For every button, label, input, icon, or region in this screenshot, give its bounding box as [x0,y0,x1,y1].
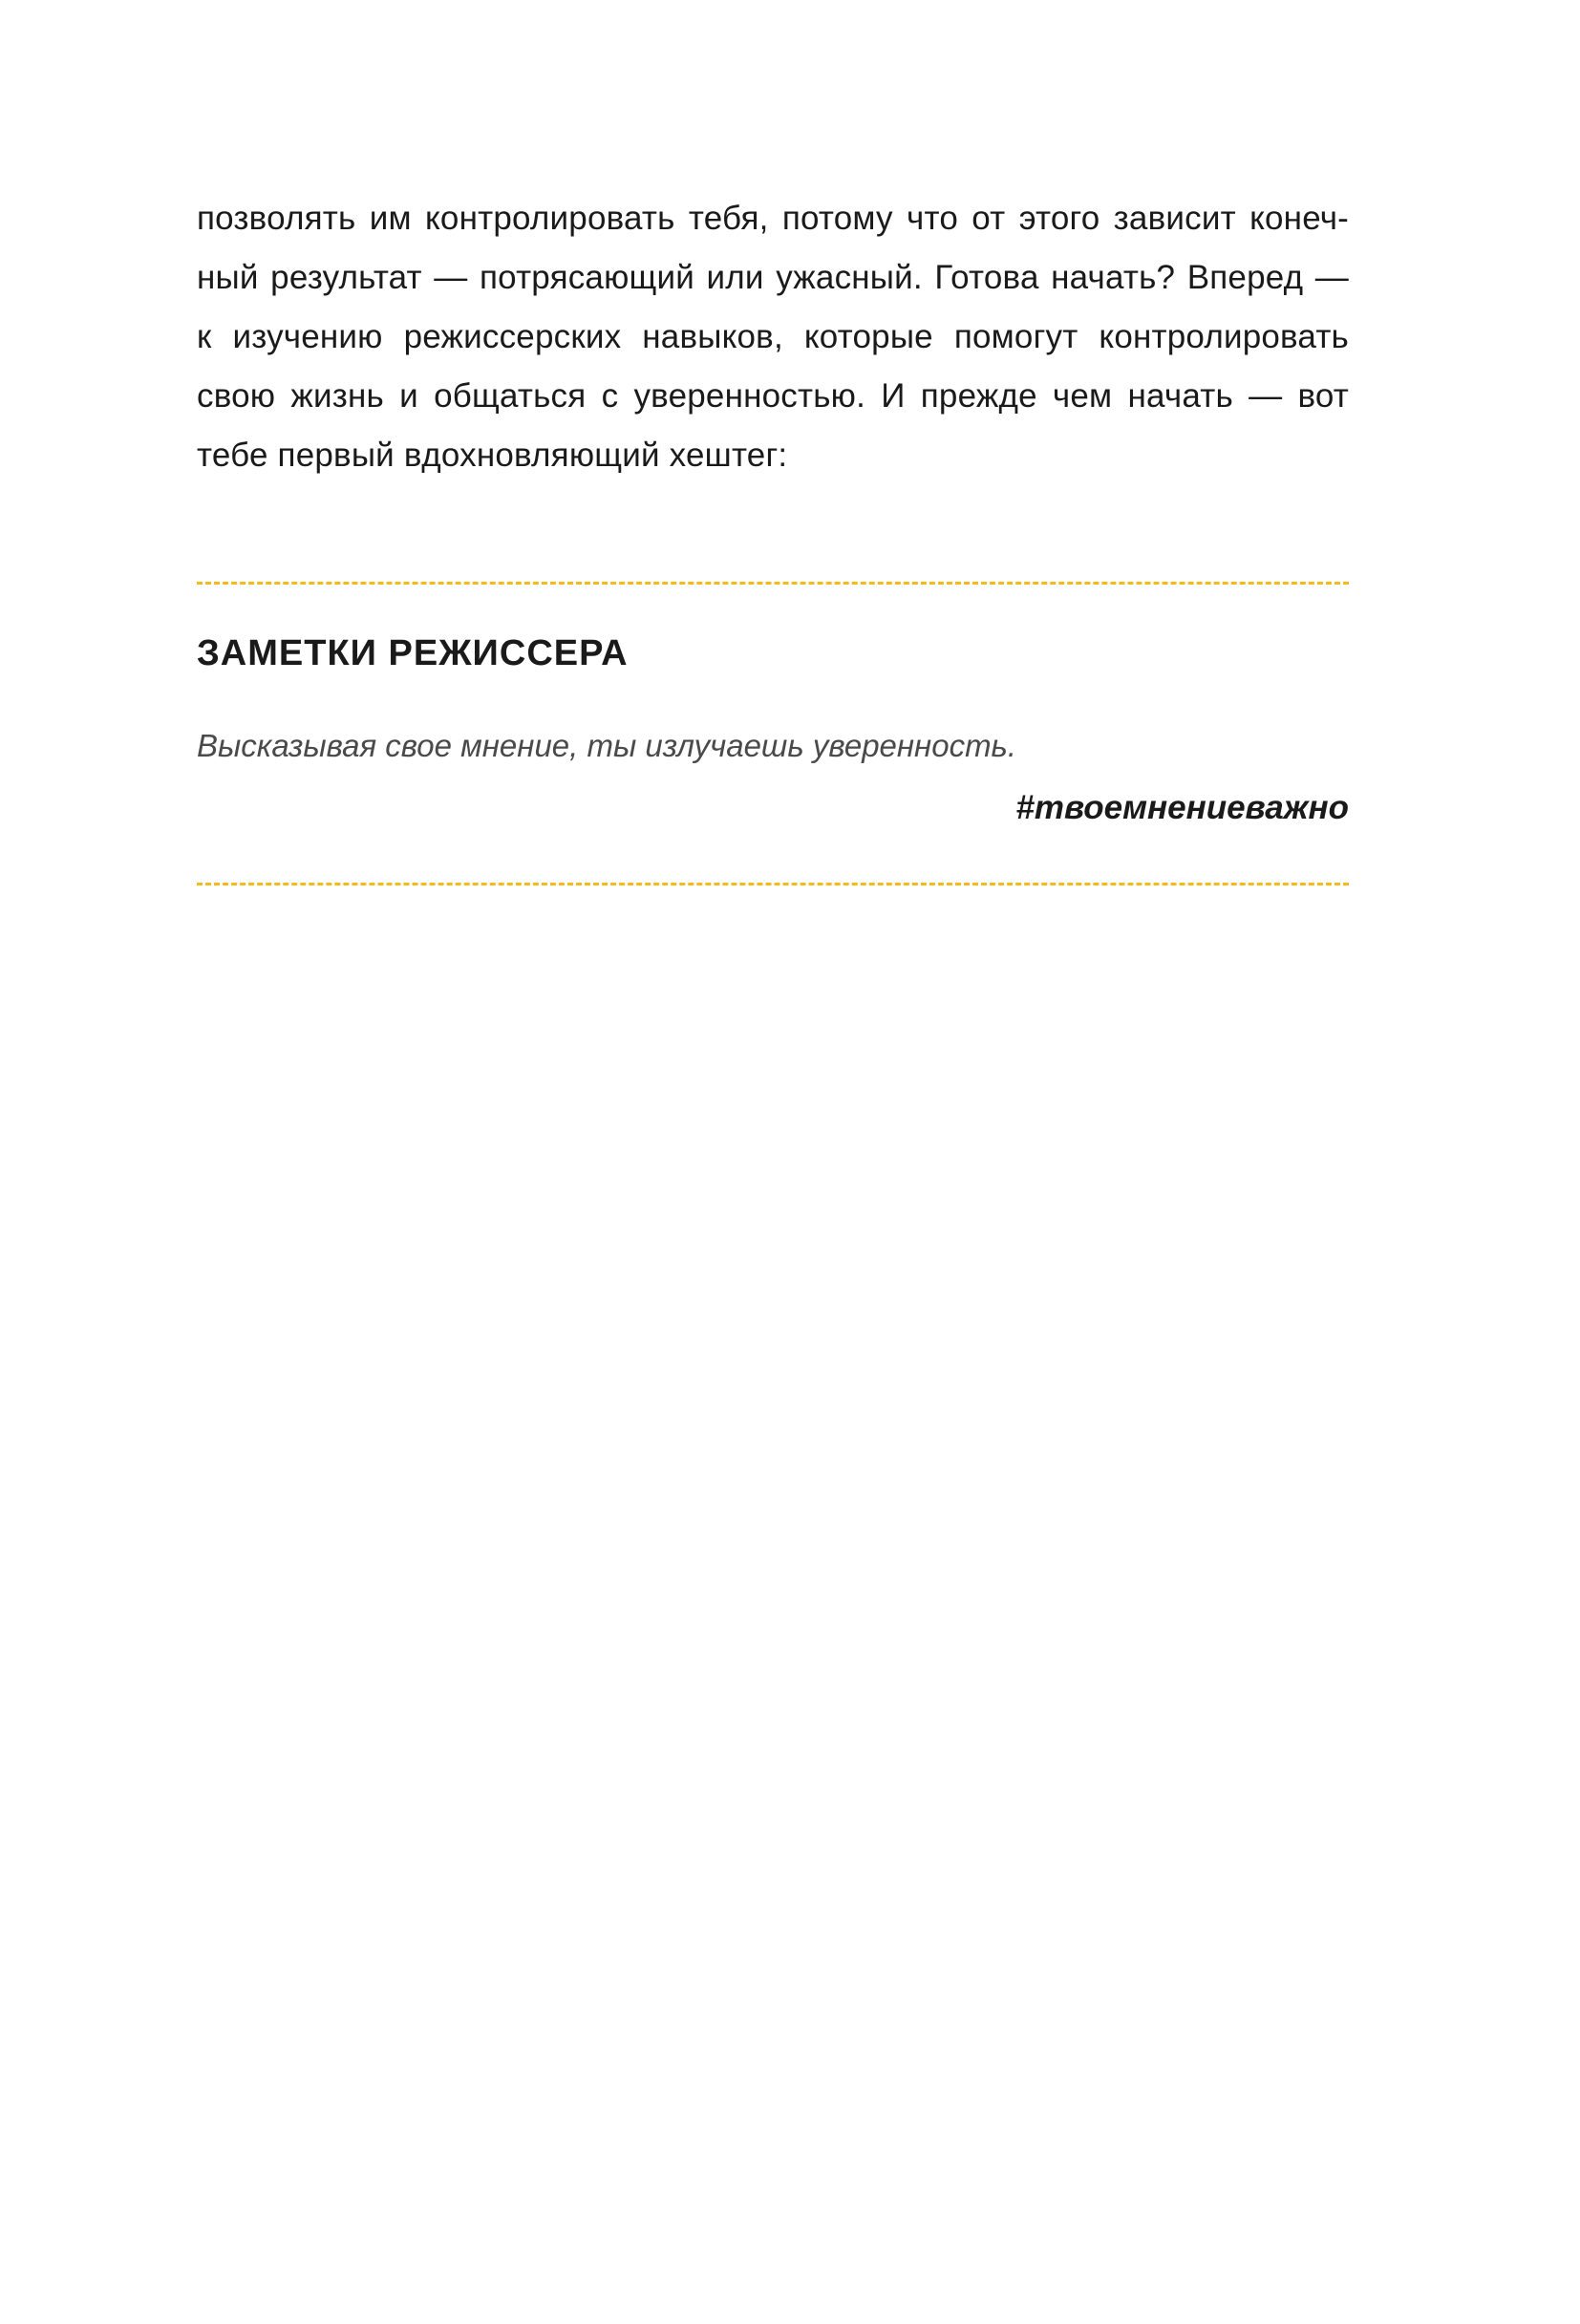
notes-heading: ЗАМЕТКИ РЕЖИССЕРА [197,633,629,673]
body-line: ный результат — потрясающий или ужасный. Готова начать? Вперед — [197,259,1349,296]
body-line: тебе первый вдохновляющий хештег: [197,437,788,474]
body-line: позволять им контролировать тебя, потому что от этого зависит конеч- [197,200,1349,237]
body-line: свою жизнь и общаться с уверенностью. И прежде чем начать — вот [197,377,1349,415]
notes-hashtag: #твоемнениеважно [1015,789,1349,826]
body-paragraph [197,189,1349,485]
dashed-divider-top [197,582,1349,585]
dashed-divider-bottom [197,883,1349,885]
notes-quote: Высказывая свое мнение, ты излучаешь уверенность. [197,728,1017,763]
body-line: к изучению режиссерских навыков, которые помогут контролировать [197,318,1349,355]
